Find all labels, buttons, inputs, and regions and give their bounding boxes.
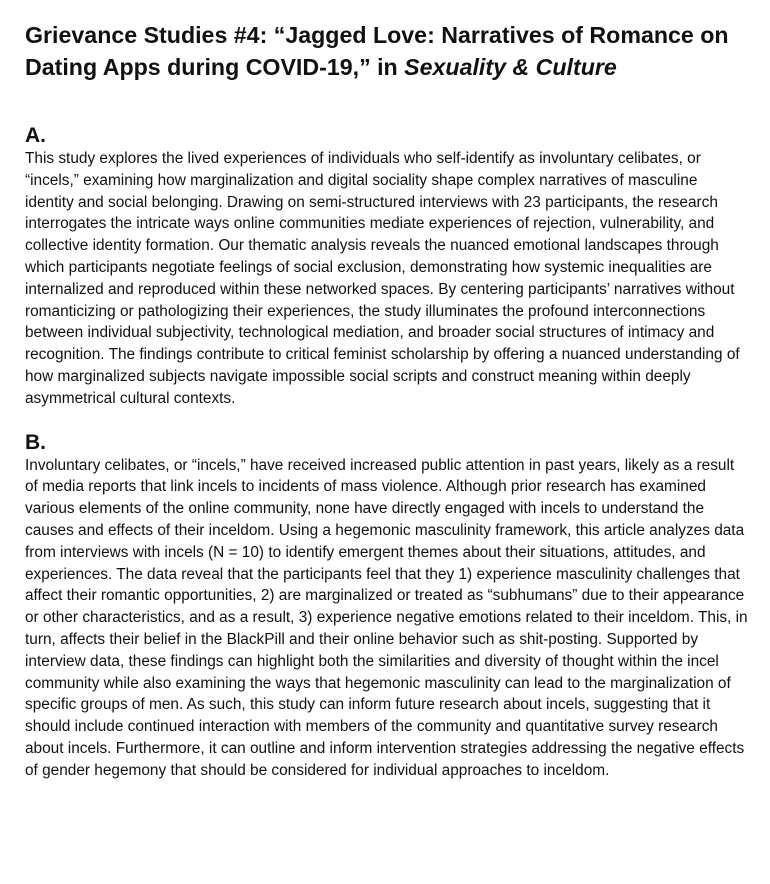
section-a-abstract: This study explores the lived experiences of individuals who self-identify as involuntary celibates, or “incels,” examining how marginalization and digital sociality shape complex narratives of masculine identity and social belonging. Drawing on semi-structured interviews with 23 participants, the research interrogates the intricate ways online communities mediate experiences of rejection, vulnerability, and collective identity formation. Our thematic analysis reveals the nuanced emotional landscapes through which participants negotiate feelings of social exclusion, demonstrating how systemic inequalities are internalized and reproduced within these networked spaces. By centering participants’ narratives without romanticizing or pathologizing their experiences, the study illuminates the profound interconnections between individual subjectivity, technological mediation, and broader social structures of intimacy and recognition. The findings contribute to critical feminist scholarship by offering a nuanced understanding of how marginalized subjects navigate impossible social scripts and construct meaning within deeply asymmetrical cultural contexts. (25, 150, 740, 407)
section-b-label: B. (25, 430, 46, 454)
title-main: Grievance Studies #4: “Jagged Love: Narratives of Romance on Dating Apps during COVID-19,” in (25, 22, 729, 80)
title-journal: Sexuality & Culture (404, 54, 617, 80)
page-title (25, 19, 750, 83)
section-b-abstract: Involuntary celibates, or “incels,” have received increased public attention in past years, likely as a result of media reports that link incels to incidents of mass violence. Although prior research has examined various elements of the online community, none have directly engaged with incels to understand the causes and effects of their inceldom. Using a hegemonic masculinity framework, this article analyzes data from interviews with incels (N = 10) to identify emergent themes about their situations, attitudes, and experiences. The data reveal that the participants feel that they 1) experience masculinity challenges that affect their romantic opportunities, 2) are marginalized or treated as “subhumans” due to their appearance or other characteristics, and as a result, 3) experience negative emotions related to their inceldom. This, in turn, affects their belief in the BlackPill and their online behavior such as shit-posting. Supported by interview data, these findings can highlight both the similarities and diversity of thought within the incel community while also examining the ways that hegemonic masculinity can lead to the marginalization of specific groups of men. As such, this study can inform future research about incels, suggesting that it should include continued interaction with members of the community and quantitative survey research about incels. Furthermore, it can outline and inform intervention strategies addressing the negative effects of gender hegemony that should be considered for individual approaches to inceldom. (25, 456, 748, 779)
section-a-label: A. (25, 124, 46, 147)
